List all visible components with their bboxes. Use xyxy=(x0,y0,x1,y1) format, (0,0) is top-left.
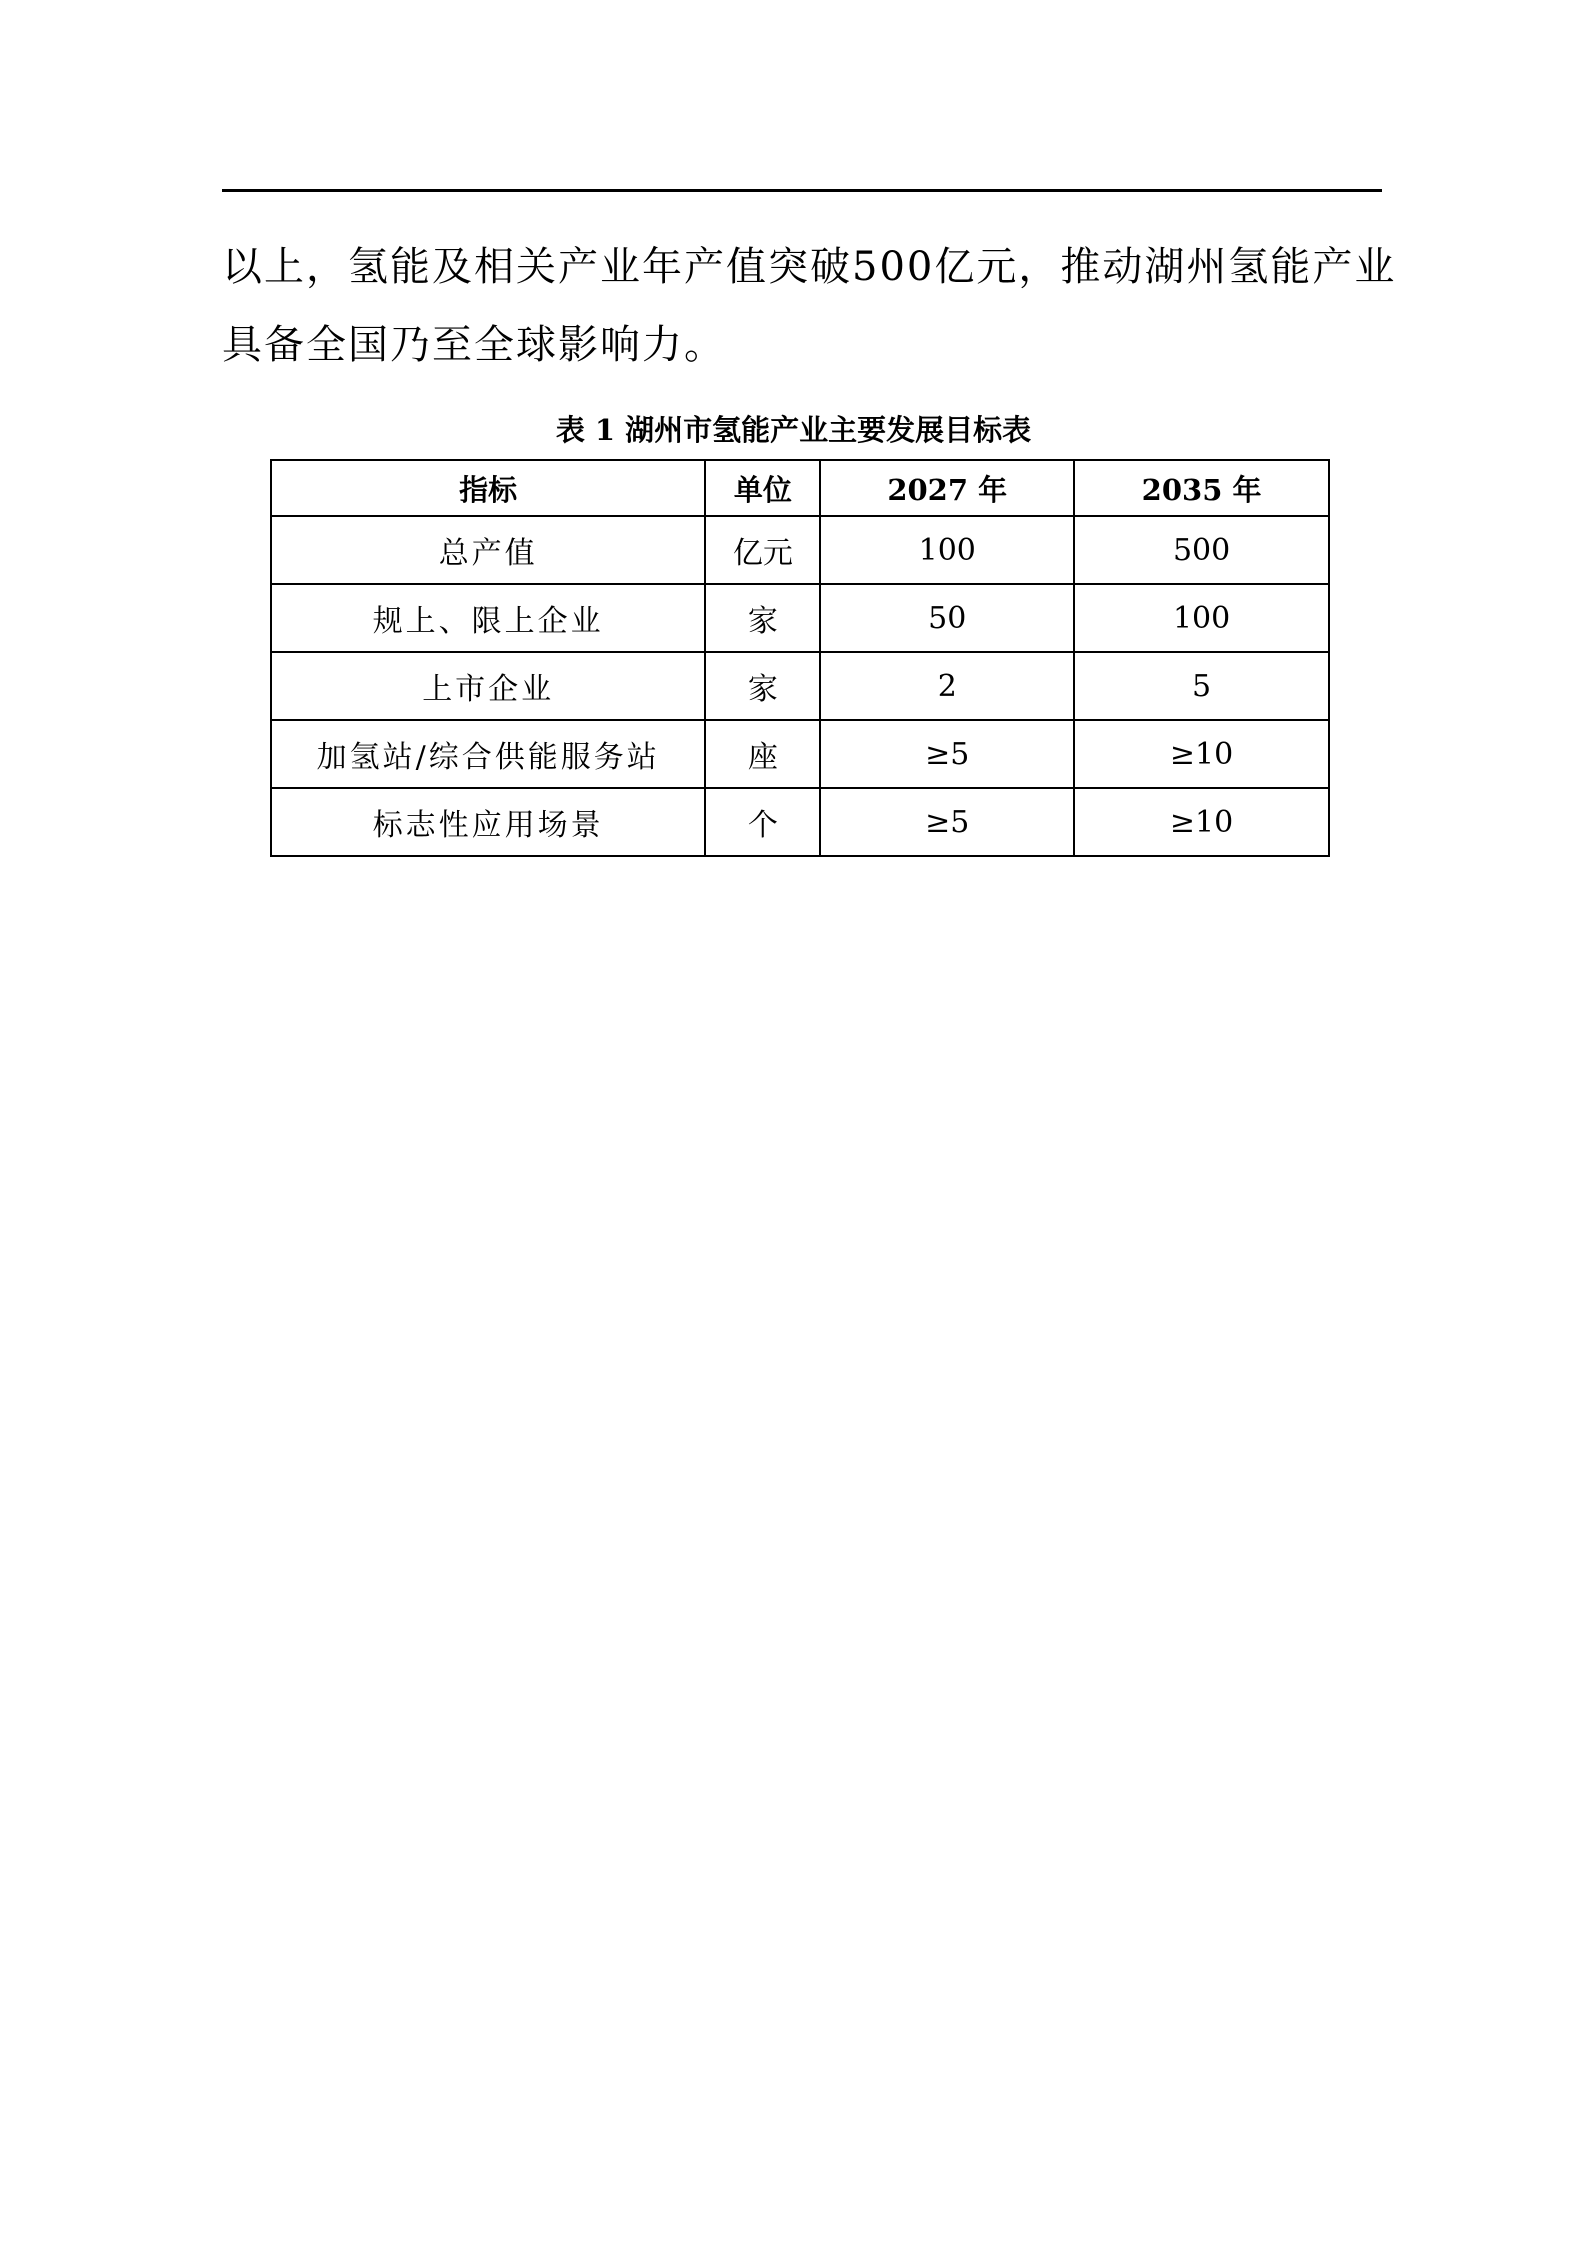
table-row xyxy=(271,788,1329,856)
cell-unit: 座 xyxy=(705,720,820,788)
cell-2027: 2 xyxy=(820,652,1074,720)
cell-unit: 亿元 xyxy=(705,516,820,584)
cell-2027: 100 xyxy=(820,516,1074,584)
table-caption-prefix: 表 xyxy=(555,413,585,447)
cell-2027: ≥5 xyxy=(820,720,1074,788)
body-line-2: 具备全国乃至全球影响力。 xyxy=(222,322,726,368)
cell-unit: 家 xyxy=(705,584,820,652)
header-2027: 2027 年 xyxy=(820,460,1074,516)
cell-indicator: 加氢站/综合供能服务站 xyxy=(271,720,705,788)
body-line-1: 以上，氢能及相关产业年产值突破500亿元，推动湖州氢能产业 xyxy=(222,244,1397,290)
table-caption-title: 湖州市氢能产业主要发展目标表 xyxy=(625,413,1032,447)
cell-unit: 家 xyxy=(705,652,820,720)
header-rule xyxy=(222,189,1382,192)
table-header-row xyxy=(271,460,1329,516)
cell-2035: 100 xyxy=(1074,584,1329,652)
cell-2035: ≥10 xyxy=(1074,720,1329,788)
cell-2027: ≥5 xyxy=(820,788,1074,856)
targets-table xyxy=(270,459,1330,857)
cell-indicator: 标志性应用场景 xyxy=(271,788,705,856)
table-row xyxy=(271,516,1329,584)
cell-2027: 50 xyxy=(820,584,1074,652)
cell-2035: ≥10 xyxy=(1074,788,1329,856)
table-caption-number: 1 xyxy=(594,413,616,447)
cell-indicator: 总产值 xyxy=(271,516,705,584)
cell-unit: 个 xyxy=(705,788,820,856)
cell-indicator: 规上、限上企业 xyxy=(271,584,705,652)
body-paragraph xyxy=(222,228,1397,384)
cell-2035: 500 xyxy=(1074,516,1329,584)
cell-indicator: 上市企业 xyxy=(271,652,705,720)
table-row xyxy=(271,584,1329,652)
header-indicator: 指标 xyxy=(271,460,705,516)
table-row xyxy=(271,652,1329,720)
table-caption xyxy=(0,410,1587,450)
header-unit: 单位 xyxy=(705,460,820,516)
header-2035: 2035 年 xyxy=(1074,460,1329,516)
cell-2035: 5 xyxy=(1074,652,1329,720)
table-row xyxy=(271,720,1329,788)
